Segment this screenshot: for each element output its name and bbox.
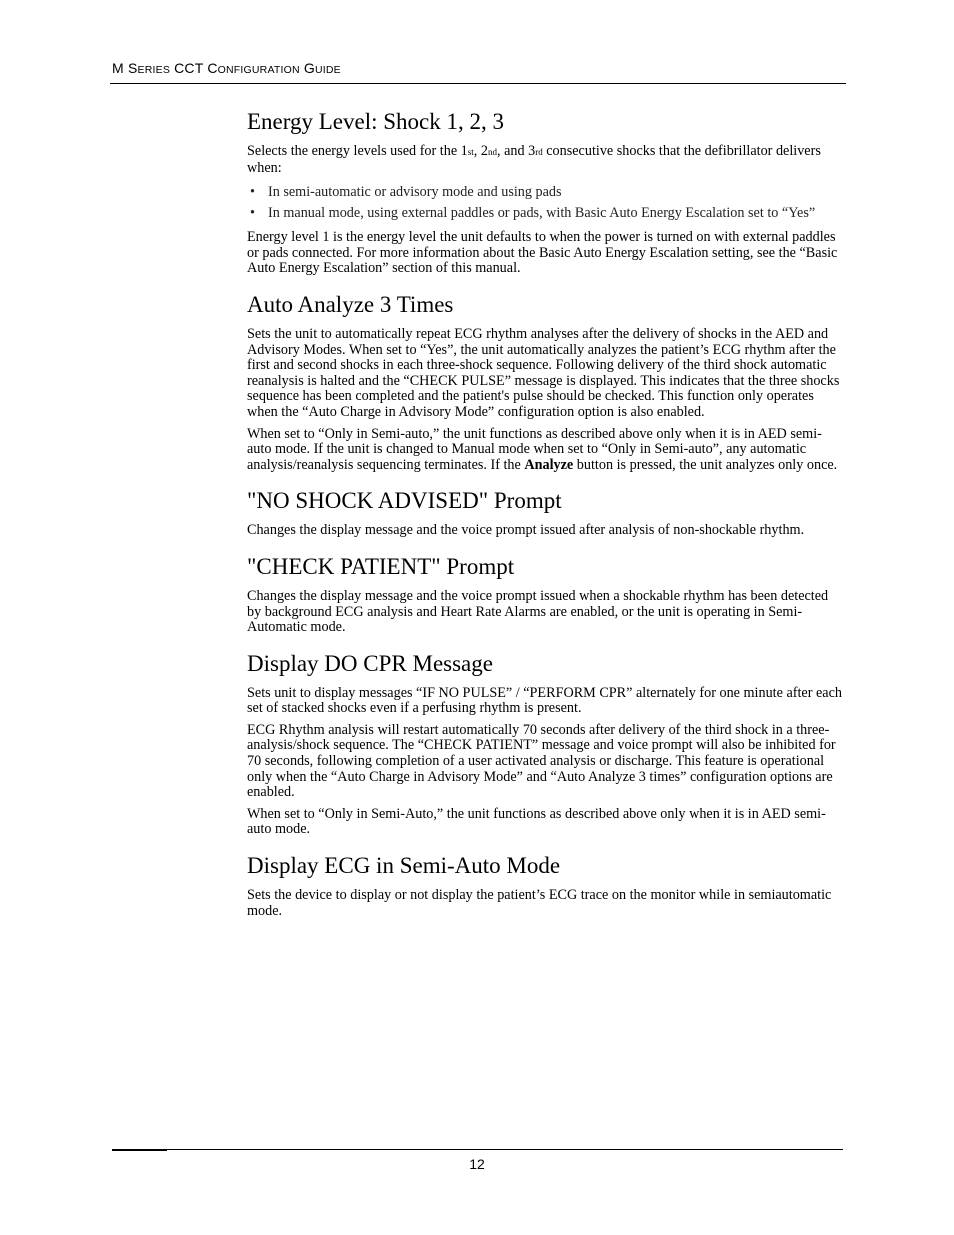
intro-text-d: consecutive shocks that the defibrillator delivers when:: [247, 143, 821, 176]
section-intro: [247, 144, 842, 176]
section-display-do-cpr: [247, 650, 842, 838]
section-heading: Display DO CPR Message: [247, 650, 493, 676]
section-energy-level: [247, 108, 842, 277]
section-auto-analyze: [247, 291, 842, 473]
header-m: M: [112, 60, 124, 76]
running-header: [112, 60, 341, 76]
section-heading: "NO SHOCK ADVISED" Prompt: [247, 488, 562, 514]
header-onfiguration: ONFIGURATION: [217, 64, 300, 76]
section-paragraph: Energy level 1 is the energy level the unit defaults to when the power is turned on with external paddles or pads connected. For more information about the Basic Auto Energy Escalation setting, see the “Basic Auto Energy Escalation” section of this manual.: [247, 229, 838, 277]
header-cct: CCT: [174, 60, 204, 76]
header-c: C: [207, 60, 218, 76]
intro-text-a: Selects the energy levels used for the 1: [247, 143, 468, 159]
header-s: S: [127, 60, 138, 76]
section-paragraph: Changes the display message and the voice prompt issued when a shockable rhythm has been detected by background ECG analysis and Heart Rate Alarms are enabled, or the unit is operating in Semi-Automatic mode.: [247, 587, 829, 636]
section-heading: Display ECG in Semi-Auto Mode: [247, 853, 561, 879]
section-check-patient: [247, 553, 842, 636]
footer-divider-accent: [112, 1149, 167, 1151]
section-paragraph: When set to “Only in Semi-Auto,” the unit functions as described above only when it is in AED semi-auto mode.: [247, 805, 826, 838]
header-uide: UIDE: [314, 64, 341, 76]
section-paragraph: Sets the unit to automatically repeat ECG rhythm analyses after the delivery of shocks in the AED and Advisory Modes. When set to “Yes”, the unit automatically analyzes the patient’s ECG rhythm after the first and second shocks in each three-shock sequence. Following delivery of the third shock automatic reanalysis is halted and the “CHECK PULSE” message is displayed. This indicates that the three shocks sequence has been completed and the patient's pulse should be checked. This function only operates when the “Auto Charge in Advisory Mode” configuration option is also enabled.: [247, 325, 840, 420]
paragraph-text: button is pressed, the unit analyzes only once.: [573, 456, 838, 473]
bullet-list: [247, 182, 842, 224]
header-eries: ERIES: [137, 64, 171, 76]
page-number: 12: [469, 1156, 485, 1172]
list-item: [247, 203, 842, 224]
page-content: [247, 108, 842, 933]
analyze-button-label: Analyze: [524, 456, 574, 473]
list-item-text: In semi-automatic or advisory mode and using pads: [268, 184, 562, 201]
header-g: G: [303, 60, 315, 76]
footer-divider: [112, 1149, 843, 1150]
section-no-shock-advised: [247, 487, 842, 539]
section-paragraph: Sets the device to display or not display the patient’s ECG trace on the monitor while in semiautomatic mode.: [247, 887, 832, 919]
section-heading: "CHECK PATIENT" Prompt: [247, 553, 515, 579]
section-paragraph: [247, 427, 842, 474]
list-item: [247, 182, 842, 203]
section-display-ecg-semi-auto: [247, 852, 842, 919]
section-heading: Energy Level: Shock 1, 2, 3: [247, 109, 504, 134]
header-divider: [110, 83, 846, 84]
ordinal-st: st: [467, 147, 474, 157]
section-heading: Auto Analyze 3 Times: [247, 291, 454, 317]
section-paragraph: Changes the display message and the voice prompt issued after analysis of non-shockable rhythm.: [247, 522, 805, 539]
section-paragraph: ECG Rhythm analysis will restart automatically 70 seconds after delivery of the third shock in a three-analysis/shock sequence. The “CHECK PATIENT” message and voice prompt will also be inhibited for 70 seconds, following completion of a user activated analysis or discharge. This feature is operational only when the “Auto Charge in Advisory Mode” and “Auto Analyze 3 times” configuration options are enabled.: [247, 721, 836, 801]
intro-text-c: , and 3: [496, 143, 536, 159]
section-paragraph: Sets unit to display messages “IF NO PULSE” / “PERFORM CPR” alternately for one minute after each set of stacked shocks even if a perfusing rhythm is present.: [247, 684, 842, 717]
bullet-icon: •: [250, 205, 255, 222]
intro-text-b: , 2: [473, 143, 488, 159]
list-item-text: In manual mode, using external paddles or pads, with Basic Auto Energy Escalation set to “Yes”: [268, 205, 816, 222]
paragraph-text: When set to “Only in Semi-auto,” the unit functions as described above only when it is in AED semi-auto mode. If the unit is changed to Manual mode when set to “Only in Semi-auto”, any automatic analysis/reanalysis sequencing terminates. If the: [247, 425, 822, 473]
ordinal-rd: rd: [535, 147, 543, 157]
ordinal-nd: nd: [487, 147, 497, 157]
bullet-icon: •: [250, 184, 255, 201]
